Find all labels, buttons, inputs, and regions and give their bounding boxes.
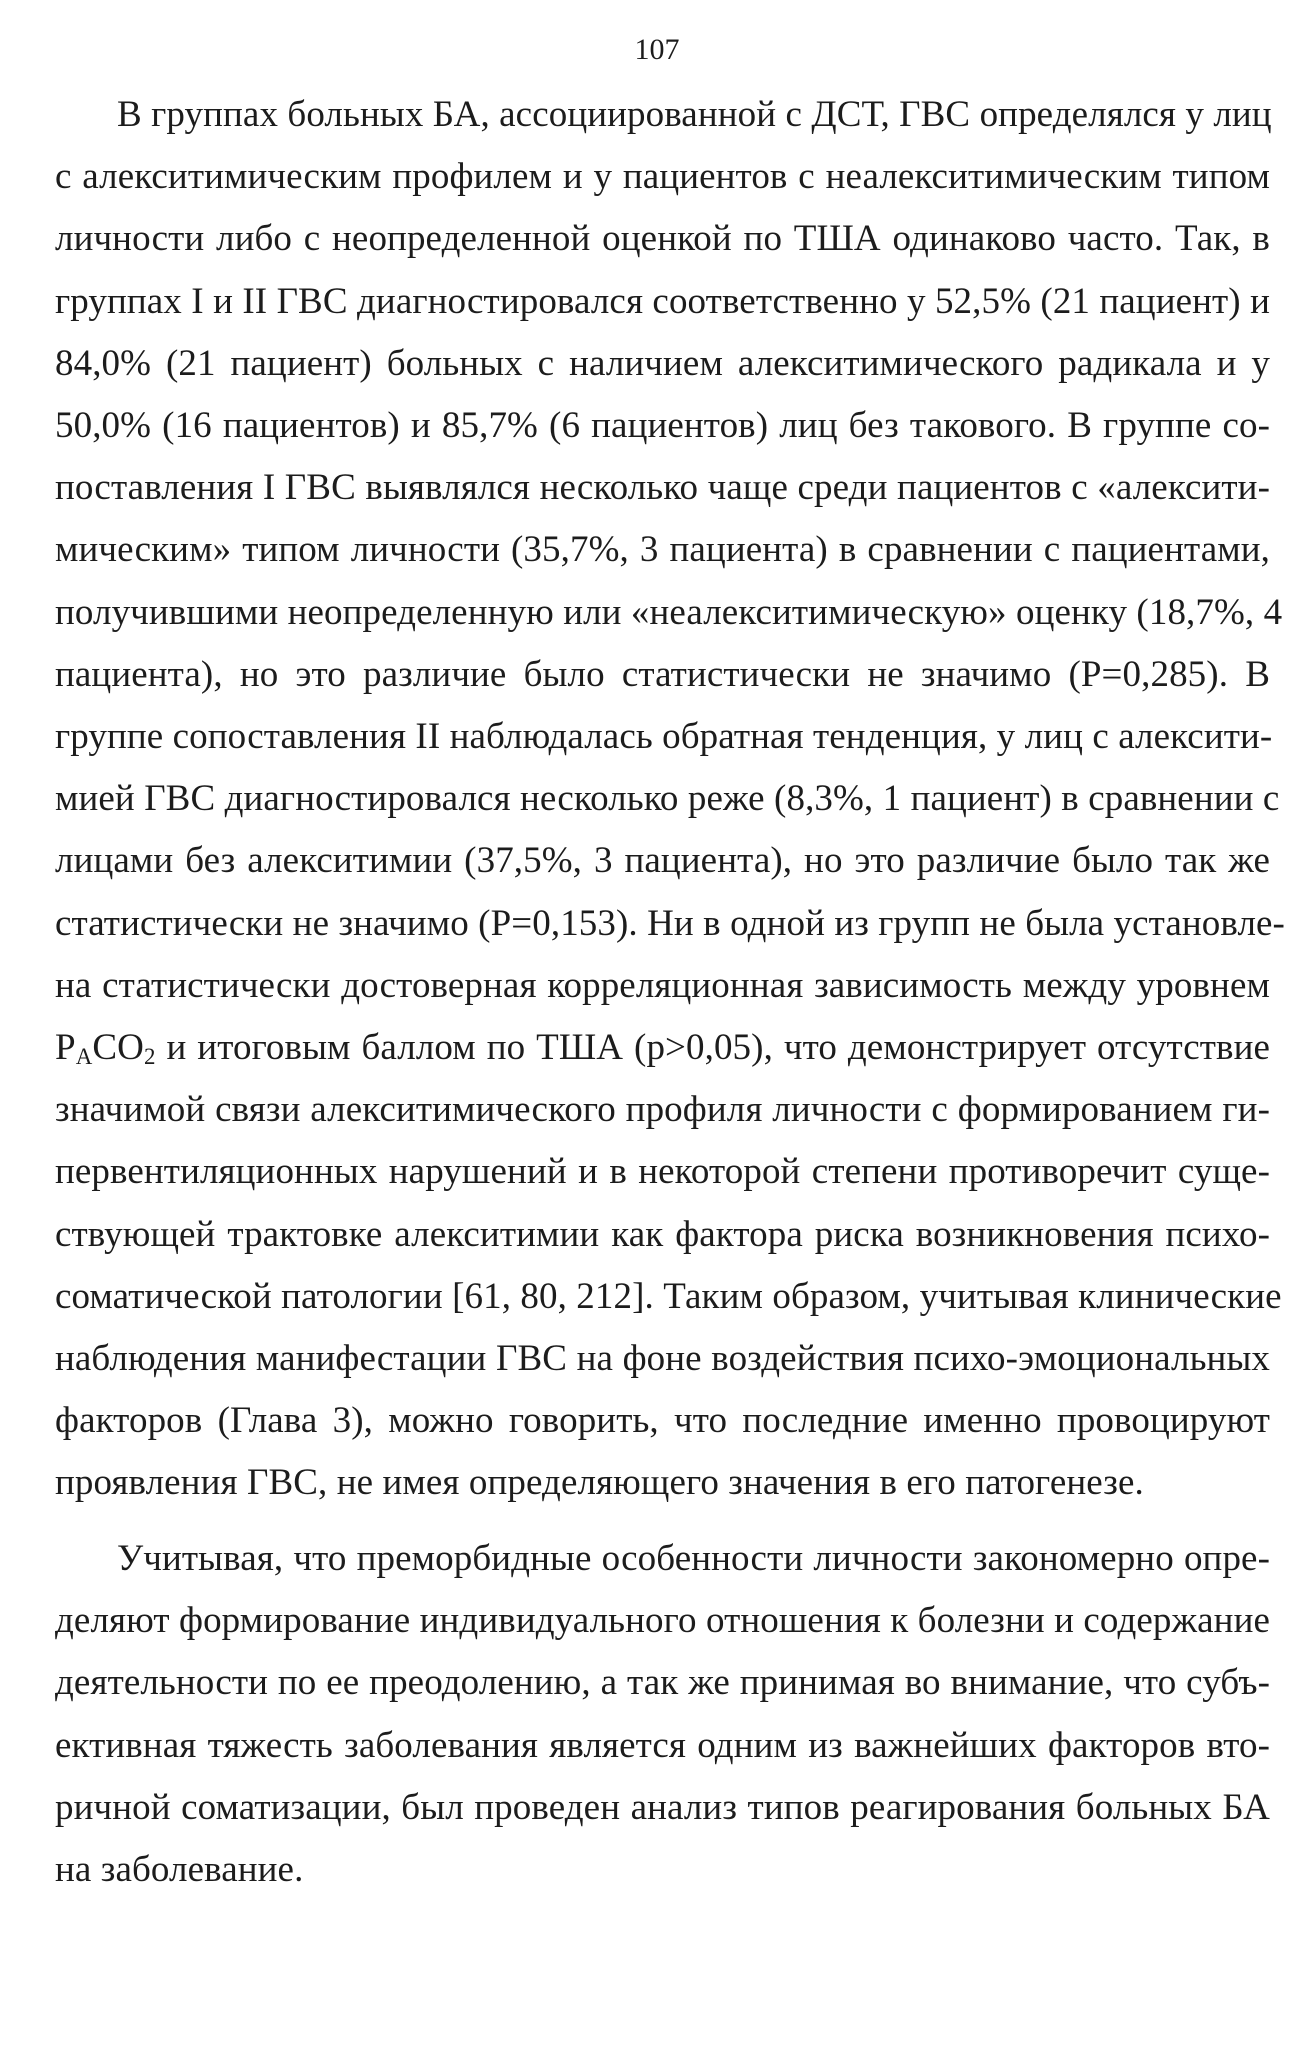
text-line: факторов (Глава 3), можно говорить, что последние именно провоцируют [55, 1400, 1270, 1442]
page-number: 107 [634, 33, 680, 66]
text-line: значимой связи алекситимического профиля личности с формированием ги- [55, 1089, 1270, 1131]
formula-symbol: CO [92, 1027, 144, 1069]
text-line: 50,0% (16 пациентов) и 85,7% (6 пациентов) лиц без такового. В группе со- [55, 405, 1270, 447]
text-line: поставления I ГВС выявлялся несколько чаще среди пациентов с «алексити- [55, 467, 1270, 509]
formula-subscript: A [75, 1044, 93, 1070]
paragraph-1 [55, 84, 1285, 1515]
text-line: Учитывая, что преморбидные особенности личности закономерно опре- [117, 1538, 1270, 1579]
formula-symbol: P [55, 1027, 76, 1069]
text-line: В группах больных БА, ассоциированной с ДСТ, ГВС определялся у лиц [117, 94, 1272, 135]
text-line: ричной соматизации, был проведен анализ типов реагирования больных БА [55, 1786, 1270, 1828]
text-line: наблюдения манифестации ГВС на фоне воздействия психо-эмоциональных [55, 1338, 1270, 1380]
text-fragment: и итоговым баллом по ТША (p>0,05), что демонстрирует отсутствие [155, 1027, 1270, 1069]
text-line: на заболевание. [55, 1849, 304, 1891]
text-line: проявления ГВС, не имея определяющего значения в его патогенезе. [55, 1462, 1144, 1504]
text-line: статистически не значимо (P=0,153). Ни в одной из групп не была установле- [55, 902, 1285, 944]
text-line: группах I и II ГВС диагностировался соответственно у 52,5% (21 пациент) и [55, 280, 1270, 322]
text-line: с алекситимическим профилем и у пациентов с неалекситимическим типом [55, 156, 1270, 198]
text-line: деятельности по ее преодолению, а так же принимая во внимание, что субъ- [55, 1662, 1270, 1704]
text-line: ективная тяжесть заболевания является одним из важнейших факторов вто- [55, 1724, 1270, 1766]
text-line: на статистически достоверная корреляционная зависимость между уровнем [55, 964, 1270, 1006]
text-line: мией ГВС диагностировался несколько реже (8,3%, 1 пациент) в сравнении с [55, 778, 1280, 820]
text-line: получившими неопределенную или «неалекситимическую» оценку (18,7%, 4 [55, 591, 1283, 633]
text-line: соматической патологии [61, 80, 212]. Таким образом, учитывая клинические [55, 1275, 1282, 1317]
text-line: ствующей трактовке алекситимии как фактора риска возникновения психо- [55, 1213, 1270, 1255]
text-line-formula [55, 1017, 1270, 1079]
text-line: группе сопоставления II наблюдалась обратная тенденция, у лиц с алексити- [55, 716, 1273, 758]
text-line: личности либо с неопределенной оценкой по ТША одинаково часто. Так, в [55, 218, 1270, 260]
text-line: мическим» типом личности (35,7%, 3 пациента) в сравнении с пациентами, [55, 529, 1270, 571]
paragraph-2 [55, 1528, 1270, 1901]
text-line: 84,0% (21 пациент) больных с наличием алекситимического радикала и у [55, 342, 1270, 384]
text-line: пациента), но это различие было статистически не значимо (P=0,285). В [55, 653, 1270, 695]
text-line: первентиляционных нарушений и в некоторой степени противоречит суще- [55, 1151, 1270, 1193]
text-line: лицами без алекситимии (37,5%, 3 пациента), но это различие было так же [55, 840, 1270, 882]
formula-subscript: 2 [143, 1044, 156, 1070]
text-line: деляют формирование индивидуального отношения к болезни и содержание [55, 1600, 1270, 1642]
